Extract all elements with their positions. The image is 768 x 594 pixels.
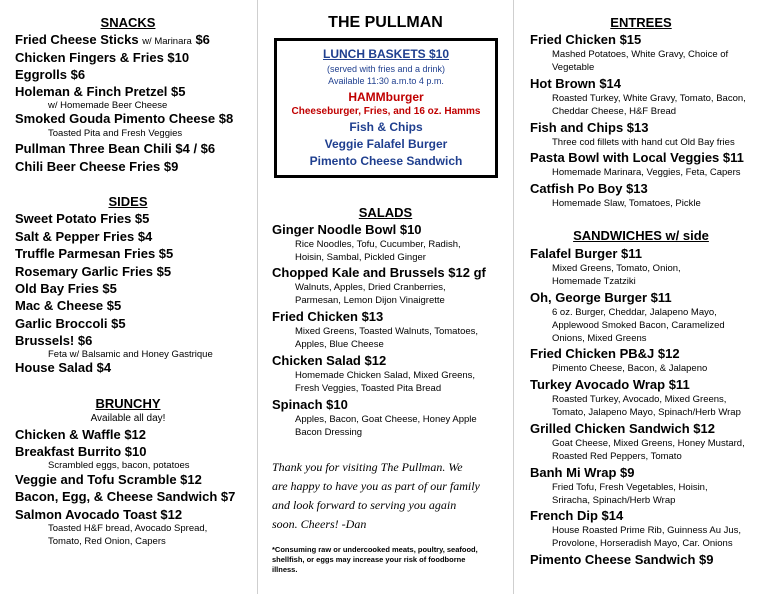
lunch-item: Pimento Cheese Sandwich — [309, 154, 463, 168]
lunch-line1: (served with fries and a drink) — [326, 64, 446, 74]
menu-item: Falafel Burger $11 — [530, 246, 642, 261]
lunch-line2: Available 11:30 a.m.to 4 p.m. — [328, 76, 444, 86]
menu-item: Oh, George Burger $11 — [530, 290, 672, 305]
menu-item-desc: Pimento Cheese, Bacon, & Jalapeno — [552, 363, 708, 374]
menu-item: Banh Mi Wrap $9 — [530, 465, 635, 480]
restaurant-title: THE PULLMAN — [328, 14, 443, 31]
menu-item-desc: Three cod fillets with hand cut Old Bay fries — [552, 137, 735, 148]
lunch-item: Fish & Chips — [349, 120, 423, 134]
menu-item-desc: 6 oz. Burger, Cheddar, Jalapeno Mayo, — [552, 307, 717, 318]
warning-line: illness. — [272, 565, 298, 574]
hammburger-title: HAMMburger — [348, 90, 424, 104]
menu-item: Smoked Gouda Pimento Cheese $8 — [15, 111, 234, 126]
menu-item: Salmon Avocado Toast $12 — [15, 507, 183, 522]
lunch-baskets-box — [274, 38, 498, 178]
menu-item-desc: Walnuts, Apples, Dried Cranberries, — [295, 282, 446, 293]
menu-item: Chicken & Waffle $12 — [15, 427, 147, 442]
menu-item: Bacon, Egg, & Cheese Sandwich $7 — [15, 489, 236, 504]
menu-item-desc: Homemade Tzatziki — [552, 276, 636, 287]
menu-item: Fish and Chips $13 — [530, 120, 649, 135]
menu-item-desc: Parmesan, Lemon Dijon Vinaigrette — [295, 295, 445, 306]
warning-line: shellfish, or eggs may increase your risk of foodborne — [272, 555, 466, 564]
menu-item-desc: Provolone, Horseradish Mayo, Car. Onions — [552, 538, 733, 549]
menu-item: Chicken Fingers & Fries $10 — [15, 50, 190, 65]
menu-item-desc: Apples, Bacon, Goat Cheese, Honey Apple — [295, 414, 477, 425]
menu-item-desc: Tomato, Red Onion, Capers — [48, 536, 166, 547]
menu-item: Fried Chicken $15 — [530, 32, 642, 47]
menu-item-desc: Tomato, Jalapeno Mayo, Spinach/Herb Wrap — [552, 407, 741, 418]
middle-column — [258, 0, 513, 594]
menu-item: Pullman Three Bean Chili $4 / $6 — [15, 141, 216, 156]
menu-item: Chopped Kale and Brussels $12 gf — [272, 265, 486, 280]
menu-item: House Salad $4 — [15, 360, 112, 375]
menu-item: Fried Chicken $13 — [272, 309, 384, 324]
menu-item-desc: Fried Tofu, Fresh Vegetables, Hoisin, — [552, 482, 708, 493]
menu-item-desc: Goat Cheese, Mixed Greens, Honey Mustard, — [552, 438, 745, 449]
menu-item-desc: Feta w/ Balsamic and Honey Gastrique — [48, 349, 213, 360]
sandwiches-heading: SANDWICHES w/ side — [573, 228, 709, 243]
menu-item-desc: Cheddar Cheese, H&F Bread — [552, 106, 677, 117]
menu-item-desc: Toasted Pita and Fresh Veggies — [48, 128, 183, 139]
entrees-heading: ENTREES — [610, 15, 672, 30]
salads-heading: SALADS — [358, 205, 413, 220]
menu-item-desc: Scrambled eggs, bacon, potatoes — [48, 460, 190, 471]
menu-item-desc: Homemade Slaw, Tomatoes, Pickle — [552, 198, 701, 209]
menu-item: Eggrolls $6 — [15, 67, 86, 82]
menu-item: Pasta Bowl with Local Veggies $11 — [530, 150, 744, 165]
menu-item: Truffle Parmesan Fries $5 — [15, 246, 174, 261]
menu-item: Brussels! $6 — [15, 333, 93, 348]
menu-item-desc: Mixed Greens, Tomato, Onion, — [552, 263, 681, 274]
thank-you-line: Thank you for visiting The Pullman. We — [272, 460, 463, 474]
lunch-heading: LUNCH BASKETS $10 — [322, 47, 450, 61]
menu-item: Rosemary Garlic Fries $5 — [15, 264, 172, 279]
left-column — [0, 0, 256, 594]
menu-item: Mac & Cheese $5 — [15, 298, 122, 313]
brunchy-note: Available all day! — [90, 413, 166, 424]
menu-item: French Dip $14 — [530, 508, 624, 523]
menu-item-desc: Toasted H&F bread, Avocado Spread, — [48, 523, 208, 534]
menu-item-desc: Apples, Blue Cheese — [295, 339, 384, 350]
menu-item: Pimento Cheese Sandwich $9 — [530, 552, 714, 567]
menu-item-desc: Hoisin, Sambal, Pickled Ginger — [295, 252, 426, 263]
sides-heading: SIDES — [108, 194, 148, 209]
menu-item: Catfish Po Boy $13 — [530, 181, 648, 196]
snacks-heading: SNACKS — [100, 15, 156, 30]
menu-item: Turkey Avocado Wrap $11 — [530, 377, 690, 392]
menu-item-desc: Vegetable — [552, 62, 595, 73]
menu-item: Ginger Noodle Bowl $10 — [272, 222, 422, 237]
menu-item: Grilled Chicken Sandwich $12 — [530, 421, 715, 436]
menu-item-desc: Mixed Greens, Toasted Walnuts, Tomatoes, — [295, 326, 479, 337]
menu-item-desc: Applewood Smoked Bacon, Caramelized — [552, 320, 725, 331]
menu-item-desc: Fresh Veggies, Toasted Pita Bread — [295, 383, 442, 394]
menu-item: Hot Brown $14 — [530, 76, 622, 91]
menu-item-desc: Onions, Mixed Greens — [552, 333, 647, 344]
menu-item-desc: House Roasted Prime Rib, Guinness Au Jus, — [552, 525, 742, 536]
menu-item: Fried Cheese Sticks w/ Marinara $6 — [15, 32, 210, 47]
thank-you-note — [272, 458, 480, 534]
menu-item-desc: Homemade Chicken Salad, Mixed Greens, — [295, 370, 476, 381]
menu-item: Veggie and Tofu Scramble $12 — [15, 472, 202, 487]
menu-item: Spinach $10 — [272, 397, 348, 412]
menu-item-desc: Rice Noodles, Tofu, Cucumber, Radish, — [295, 239, 461, 250]
warning-line: *Consuming raw or undercooked meats, poultry, seafood, — [272, 545, 478, 554]
lunch-item: Veggie Falafel Burger — [324, 137, 448, 151]
menu-item: Garlic Broccoli $5 — [15, 316, 126, 331]
right-column — [514, 0, 768, 594]
menu-item: Old Bay Fries $5 — [15, 281, 117, 296]
brunchy-heading: BRUNCHY — [95, 396, 161, 411]
menu-item: Holeman & Finch Pretzel $5 — [15, 84, 186, 99]
menu-item: Chicken Salad $12 — [272, 353, 387, 368]
menu-item-desc: Mashed Potatoes, White Gravy, Choice of — [552, 49, 729, 60]
menu-item: Sweet Potato Fries $5 — [15, 211, 150, 226]
menu-item-desc: Homemade Marinara, Veggies, Feta, Capers — [552, 167, 741, 178]
food-safety-warning — [272, 545, 478, 575]
menu-item: Chili Beer Cheese Fries $9 — [15, 159, 179, 174]
thank-you-line: soon. Cheers! -Dan — [272, 517, 367, 531]
menu-item: Fried Chicken PB&J $12 — [530, 346, 680, 361]
menu-item-desc: Roasted Turkey, White Gravy, Tomato, Bacon, — [552, 93, 746, 104]
menu-item-desc: Sriracha, Spinach/Herb Wrap — [552, 495, 676, 506]
thank-you-line: and look forward to serving you again — [272, 498, 457, 512]
menu-item: Breakfast Burrito $10 — [15, 444, 147, 459]
menu-item: Salt & Pepper Fries $4 — [15, 229, 153, 244]
menu-item-desc: w/ Homemade Beer Cheese — [48, 100, 168, 111]
hammburger-desc: Cheeseburger, Fries, and 16 oz. Hamms — [291, 106, 481, 117]
menu-item-desc: Roasted Turkey, Avocado, Mixed Greens, — [552, 394, 727, 405]
menu-item-desc: Roasted Red Peppers, Tomato — [552, 451, 682, 462]
menu-item-desc: Bacon Dressing — [295, 427, 363, 438]
thank-you-line: are happy to have you as part of our family — [272, 479, 480, 493]
